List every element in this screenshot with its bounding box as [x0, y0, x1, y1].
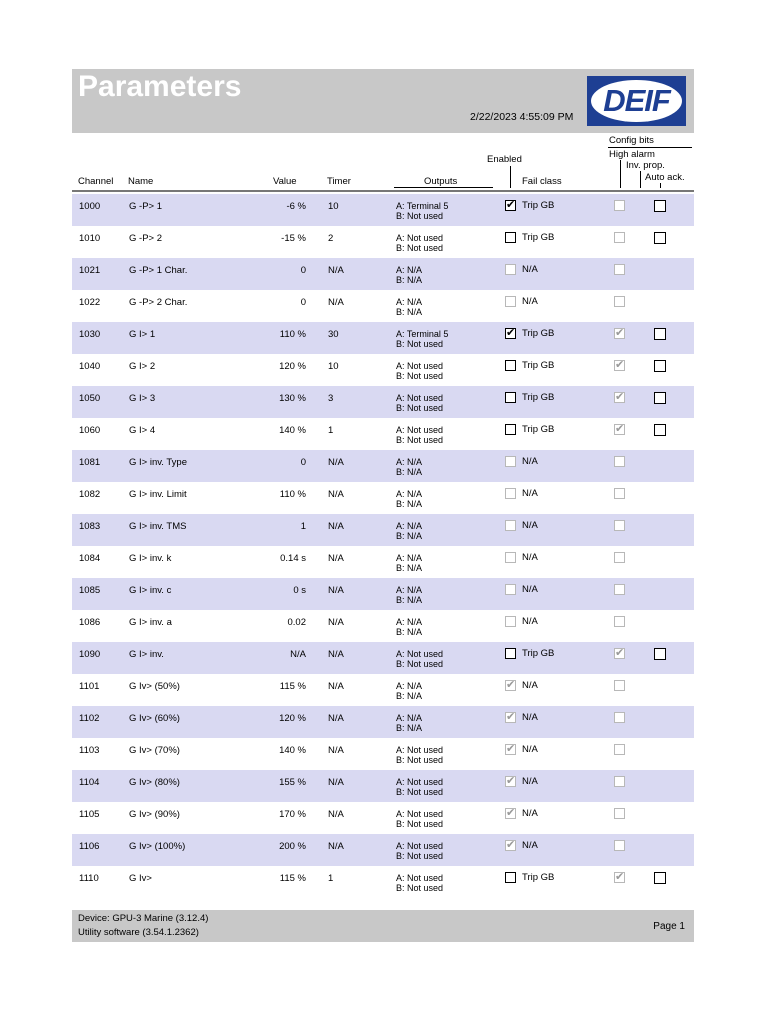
name-cell: G I> 3 [129, 393, 156, 404]
channel-cell: 1084 [79, 553, 101, 564]
output-a-cell: A: Not used [396, 233, 444, 243]
table-row [72, 674, 694, 706]
fail-class-cell: Trip GB [522, 360, 555, 371]
auto-ack-checkbox[interactable] [654, 392, 666, 404]
high-alarm-checkbox[interactable] [614, 232, 625, 243]
enabled-checkbox[interactable]: ✔ [506, 743, 516, 755]
timer-cell: N/A [328, 457, 344, 468]
value-cell: 0 [300, 265, 306, 276]
timer-cell: N/A [328, 809, 344, 820]
channel-cell: 1050 [79, 393, 101, 404]
output-b-cell: B: Not used [396, 851, 444, 861]
channel-cell: 1105 [79, 809, 100, 820]
channel-cell: 1040 [79, 361, 101, 372]
output-b-cell: B: N/A [396, 275, 423, 285]
channel-cell: 1021 [79, 265, 101, 276]
enabled-checkbox[interactable] [505, 456, 516, 467]
value-cell: N/A [290, 649, 306, 660]
output-a-cell: A: Not used [396, 873, 444, 883]
output-b-cell: B: N/A [396, 307, 423, 317]
auto-ack-checkbox[interactable] [654, 648, 666, 660]
channel-cell: 1000 [79, 201, 101, 212]
high-alarm-checkbox[interactable] [614, 264, 625, 275]
report-footer [72, 910, 694, 942]
output-a-cell: A: Not used [396, 745, 444, 755]
enabled-checkbox[interactable]: ✔ [506, 807, 516, 819]
high-alarm-checkbox[interactable] [614, 584, 625, 595]
name-cell: G I> inv. c [129, 585, 172, 596]
channel-cell: 1082 [79, 489, 101, 500]
output-b-cell: B: Not used [396, 435, 444, 445]
auto-ack-checkbox[interactable] [654, 424, 666, 436]
enabled-checkbox[interactable]: ✔ [506, 839, 516, 851]
channel-cell: 1103 [79, 745, 100, 756]
output-a-cell: A: Not used [396, 841, 444, 851]
enabled-checkbox[interactable] [505, 872, 516, 883]
timer-cell: N/A [328, 585, 344, 596]
col-high-alarm: High alarm [609, 149, 655, 160]
auto-ack-checkbox[interactable] [654, 232, 666, 244]
fail-class-cell: Trip GB [522, 328, 555, 339]
fail-class-cell: N/A [522, 488, 538, 499]
name-cell: G I> inv. Limit [129, 489, 187, 500]
enabled-checkbox[interactable] [505, 232, 516, 243]
col-channel: Channel [78, 176, 114, 187]
output-a-cell: A: N/A [396, 585, 423, 595]
table-row [72, 578, 694, 610]
fail-class-cell: N/A [522, 840, 538, 851]
timer-cell: N/A [328, 617, 344, 628]
config-bits-underline [608, 147, 692, 148]
fail-class-cell: N/A [522, 552, 538, 563]
fail-class-cell: N/A [522, 680, 538, 691]
fail-class-cell: N/A [522, 520, 538, 531]
timer-cell: N/A [328, 777, 344, 788]
value-cell: 0.14 s [280, 553, 306, 564]
high-alarm-checkbox[interactable] [614, 712, 625, 723]
output-a-cell: A: N/A [396, 297, 423, 307]
output-a-cell: A: N/A [396, 617, 423, 627]
output-b-cell: B: N/A [396, 595, 423, 605]
fail-class-cell: Trip GB [522, 392, 555, 403]
table-row [72, 322, 694, 354]
timer-cell: N/A [328, 489, 344, 500]
channel-cell: 1022 [79, 297, 101, 308]
output-b-cell: B: N/A [396, 563, 423, 573]
name-cell: G -P> 2 Char. [129, 297, 188, 308]
output-b-cell: B: N/A [396, 723, 423, 733]
output-a-cell: A: Terminal 5 [396, 201, 449, 211]
col-inv-prop: Inv. prop. [626, 160, 665, 171]
name-cell: G I> 4 [129, 425, 156, 436]
col-auto-ack: Auto ack. [645, 172, 685, 183]
value-cell: 110 % [279, 489, 306, 500]
table-row [72, 482, 694, 514]
col-enabled: Enabled [487, 154, 522, 165]
timer-cell: 30 [328, 329, 339, 340]
channel-cell: 1060 [79, 425, 101, 436]
output-b-cell: B: N/A [396, 691, 423, 701]
timer-cell: N/A [328, 841, 344, 852]
output-b-cell: B: Not used [396, 371, 444, 381]
name-cell: G I> 2 [129, 361, 156, 372]
channel-cell: 1081 [79, 457, 101, 468]
timer-cell: N/A [328, 521, 344, 532]
output-b-cell: B: Not used [396, 787, 444, 797]
enabled-checkbox[interactable] [505, 360, 516, 371]
table-row [72, 834, 694, 866]
output-b-cell: B: Not used [396, 819, 444, 829]
channel-cell: 1102 [79, 713, 100, 724]
name-cell: G -P> 1 [129, 201, 162, 212]
table-row [72, 610, 694, 642]
fail-class-cell: Trip GB [522, 648, 555, 659]
enabled-checkbox[interactable]: ✔ [506, 711, 516, 723]
high-alarm-checkbox[interactable] [614, 680, 625, 691]
fail-class-cell: Trip GB [522, 232, 555, 243]
value-cell: 200 % [279, 841, 306, 852]
channel-cell: 1083 [79, 521, 101, 532]
value-cell: 140 % [279, 425, 306, 436]
enabled-checkbox[interactable]: ✔ [506, 199, 516, 211]
auto-ack-checkbox[interactable] [654, 328, 666, 340]
output-b-cell: B: N/A [396, 627, 423, 637]
timer-cell: N/A [328, 713, 344, 724]
name-cell: G -P> 2 [129, 233, 162, 244]
header-rule [72, 190, 694, 192]
table-row [72, 386, 694, 418]
high-alarm-checkbox[interactable]: ✔ [615, 871, 625, 883]
timer-cell: N/A [328, 681, 344, 692]
value-cell: 110 % [279, 329, 306, 340]
name-cell: G Iv> (70%) [129, 745, 180, 756]
timer-cell: 10 [328, 361, 339, 372]
fail-class-cell: N/A [522, 584, 538, 595]
fail-class-cell: N/A [522, 744, 538, 755]
table-row [72, 450, 694, 482]
output-a-cell: A: Not used [396, 777, 444, 787]
output-b-cell: B: Not used [396, 211, 444, 221]
enabled-checkbox[interactable]: ✔ [506, 679, 516, 691]
enabled-checkbox[interactable] [505, 488, 516, 499]
name-cell: G I> inv. Type [129, 457, 187, 468]
output-b-cell: B: Not used [396, 243, 444, 253]
value-cell: 0.02 [287, 617, 306, 628]
channel-cell: 1106 [79, 841, 100, 852]
enabled-checkbox[interactable] [505, 648, 516, 659]
device-info: Device: GPU-3 Marine (3.12.4) [78, 913, 209, 924]
value-cell: 0 [300, 457, 306, 468]
value-cell: 170 % [279, 809, 306, 820]
value-cell: 140 % [279, 745, 306, 756]
high-alarm-checkbox[interactable] [614, 520, 625, 531]
channel-cell: 1090 [79, 649, 101, 660]
output-a-cell: A: N/A [396, 553, 423, 563]
enabled-checkbox[interactable] [505, 616, 516, 627]
enabled-checkbox[interactable] [505, 424, 516, 435]
name-cell: G Iv> (60%) [129, 713, 180, 724]
value-cell: 130 % [279, 393, 306, 404]
enabled-checkbox[interactable] [505, 392, 516, 403]
output-b-cell: B: Not used [396, 339, 444, 349]
high-alarm-checkbox[interactable]: ✔ [615, 327, 625, 339]
col-name: Name [128, 176, 154, 187]
fail-class-cell: N/A [522, 712, 538, 723]
channel-cell: 1085 [79, 585, 101, 596]
enabled-checkbox[interactable] [505, 552, 516, 563]
timer-cell: N/A [328, 553, 344, 564]
output-a-cell: A: Not used [396, 649, 444, 659]
value-cell: -15 % [281, 233, 306, 244]
high-alarm-checkbox[interactable] [614, 296, 625, 307]
output-a-cell: A: N/A [396, 521, 423, 531]
output-a-cell: A: N/A [396, 457, 423, 467]
outputs-underline [394, 187, 493, 188]
enabled-checkbox[interactable] [505, 584, 516, 595]
high-alarm-checkbox[interactable]: ✔ [615, 647, 625, 659]
table-row [72, 738, 694, 770]
channel-cell: 1030 [79, 329, 101, 340]
value-cell: 0 [300, 297, 306, 308]
output-b-cell: B: Not used [396, 883, 444, 893]
value-cell: 120 % [279, 361, 306, 372]
channel-cell: 1010 [79, 233, 101, 244]
timer-cell: 2 [328, 233, 334, 244]
table-row [72, 226, 694, 258]
value-cell: 115 % [279, 873, 306, 884]
high-alarm-checkbox[interactable] [614, 200, 625, 211]
name-cell: G Iv> (90%) [129, 809, 180, 820]
table-row [72, 258, 694, 290]
col-config-bits: Config bits [609, 135, 654, 146]
enabled-checkbox[interactable]: ✔ [506, 327, 516, 339]
report-header [72, 69, 694, 133]
channel-cell: 1104 [79, 777, 100, 788]
fail-class-cell: N/A [522, 616, 538, 627]
output-b-cell: B: N/A [396, 467, 423, 477]
inv-prop-tick [640, 171, 641, 188]
high-alarm-checkbox[interactable]: ✔ [615, 423, 625, 435]
enabled-checkbox[interactable]: ✔ [506, 775, 516, 787]
table-row [72, 514, 694, 546]
table-row [72, 770, 694, 802]
col-value: Value [273, 176, 297, 187]
enabled-checkbox[interactable] [505, 520, 516, 531]
high-alarm-checkbox[interactable] [614, 840, 625, 851]
output-a-cell: A: Terminal 5 [396, 329, 449, 339]
page-title: Parameters [78, 70, 242, 103]
output-a-cell: A: Not used [396, 393, 444, 403]
high-alarm-tick [620, 160, 621, 188]
value-cell: 115 % [279, 681, 306, 692]
logo-text: DEIF [603, 83, 670, 118]
auto-ack-checkbox[interactable] [654, 360, 666, 372]
high-alarm-checkbox[interactable]: ✔ [615, 391, 625, 403]
high-alarm-checkbox[interactable]: ✔ [615, 359, 625, 371]
channel-cell: 1110 [79, 873, 99, 884]
output-a-cell: A: N/A [396, 489, 423, 499]
timer-cell: N/A [328, 745, 344, 756]
value-cell: 120 % [279, 713, 306, 724]
timer-cell: N/A [328, 265, 344, 276]
utility-info: Utility software (3.54.1.2362) [78, 927, 199, 938]
name-cell: G I> 1 [129, 329, 156, 340]
table-row [72, 706, 694, 738]
table-row [72, 546, 694, 578]
table-row [72, 418, 694, 450]
timer-cell: N/A [328, 297, 344, 308]
high-alarm-checkbox[interactable] [614, 616, 625, 627]
high-alarm-checkbox[interactable] [614, 808, 625, 819]
auto-ack-tick [660, 183, 661, 188]
enabled-checkbox[interactable] [505, 296, 516, 307]
channel-cell: 1101 [79, 681, 100, 692]
name-cell: G I> inv. [129, 649, 164, 660]
output-a-cell: A: Not used [396, 809, 444, 819]
fail-class-cell: N/A [522, 264, 538, 275]
high-alarm-checkbox[interactable] [614, 552, 625, 563]
deif-logo [587, 76, 686, 126]
table-row [72, 194, 694, 226]
output-a-cell: A: N/A [396, 681, 423, 691]
name-cell: G Iv> (80%) [129, 777, 180, 788]
output-a-cell: A: N/A [396, 265, 423, 275]
value-cell: 0 s [293, 585, 306, 596]
output-b-cell: B: Not used [396, 403, 444, 413]
channel-cell: 1086 [79, 617, 101, 628]
table-row [72, 642, 694, 674]
timer-cell: N/A [328, 649, 344, 660]
fail-class-cell: N/A [522, 776, 538, 787]
output-b-cell: B: N/A [396, 531, 423, 541]
output-a-cell: A: Not used [396, 361, 444, 371]
value-cell: -6 % [286, 201, 306, 212]
high-alarm-checkbox[interactable] [614, 776, 625, 787]
output-a-cell: A: N/A [396, 713, 423, 723]
auto-ack-checkbox[interactable] [654, 200, 666, 212]
fail-class-cell: N/A [522, 456, 538, 467]
table-row [72, 866, 694, 898]
timer-cell: 1 [328, 425, 334, 436]
table-row [72, 354, 694, 386]
output-b-cell: B: Not used [396, 755, 444, 765]
timer-cell: 1 [328, 873, 334, 884]
report-datetime: 2/22/2023 4:55:09 PM [470, 111, 574, 123]
name-cell: G I> inv. k [129, 553, 172, 564]
table-row [72, 802, 694, 834]
enabled-checkbox[interactable] [505, 264, 516, 275]
high-alarm-checkbox[interactable] [614, 488, 625, 499]
fail-class-cell: Trip GB [522, 200, 555, 211]
value-cell: 1 [300, 521, 306, 532]
col-outputs: Outputs [424, 176, 458, 187]
output-a-cell: A: Not used [396, 425, 444, 435]
name-cell: G I> inv. a [129, 617, 172, 628]
output-b-cell: B: N/A [396, 499, 423, 509]
name-cell: G Iv> [129, 873, 152, 884]
fail-class-cell: N/A [522, 808, 538, 819]
page-number: Page 1 [653, 921, 685, 932]
auto-ack-checkbox[interactable] [654, 872, 666, 884]
table-row [72, 290, 694, 322]
value-cell: 155 % [279, 777, 306, 788]
fail-class-cell: N/A [522, 296, 538, 307]
timer-cell: 3 [328, 393, 334, 404]
fail-class-cell: Trip GB [522, 872, 555, 883]
col-fail-class: Fail class [522, 176, 562, 187]
name-cell: G Iv> (50%) [129, 681, 180, 692]
output-b-cell: B: Not used [396, 659, 444, 669]
col-timer: Timer [327, 176, 351, 187]
high-alarm-checkbox[interactable] [614, 456, 625, 467]
name-cell: G -P> 1 Char. [129, 265, 188, 276]
enabled-tick [510, 166, 511, 188]
fail-class-cell: Trip GB [522, 424, 555, 435]
name-cell: G I> inv. TMS [129, 521, 187, 532]
high-alarm-checkbox[interactable] [614, 744, 625, 755]
name-cell: G Iv> (100%) [129, 841, 186, 852]
timer-cell: 10 [328, 201, 339, 212]
